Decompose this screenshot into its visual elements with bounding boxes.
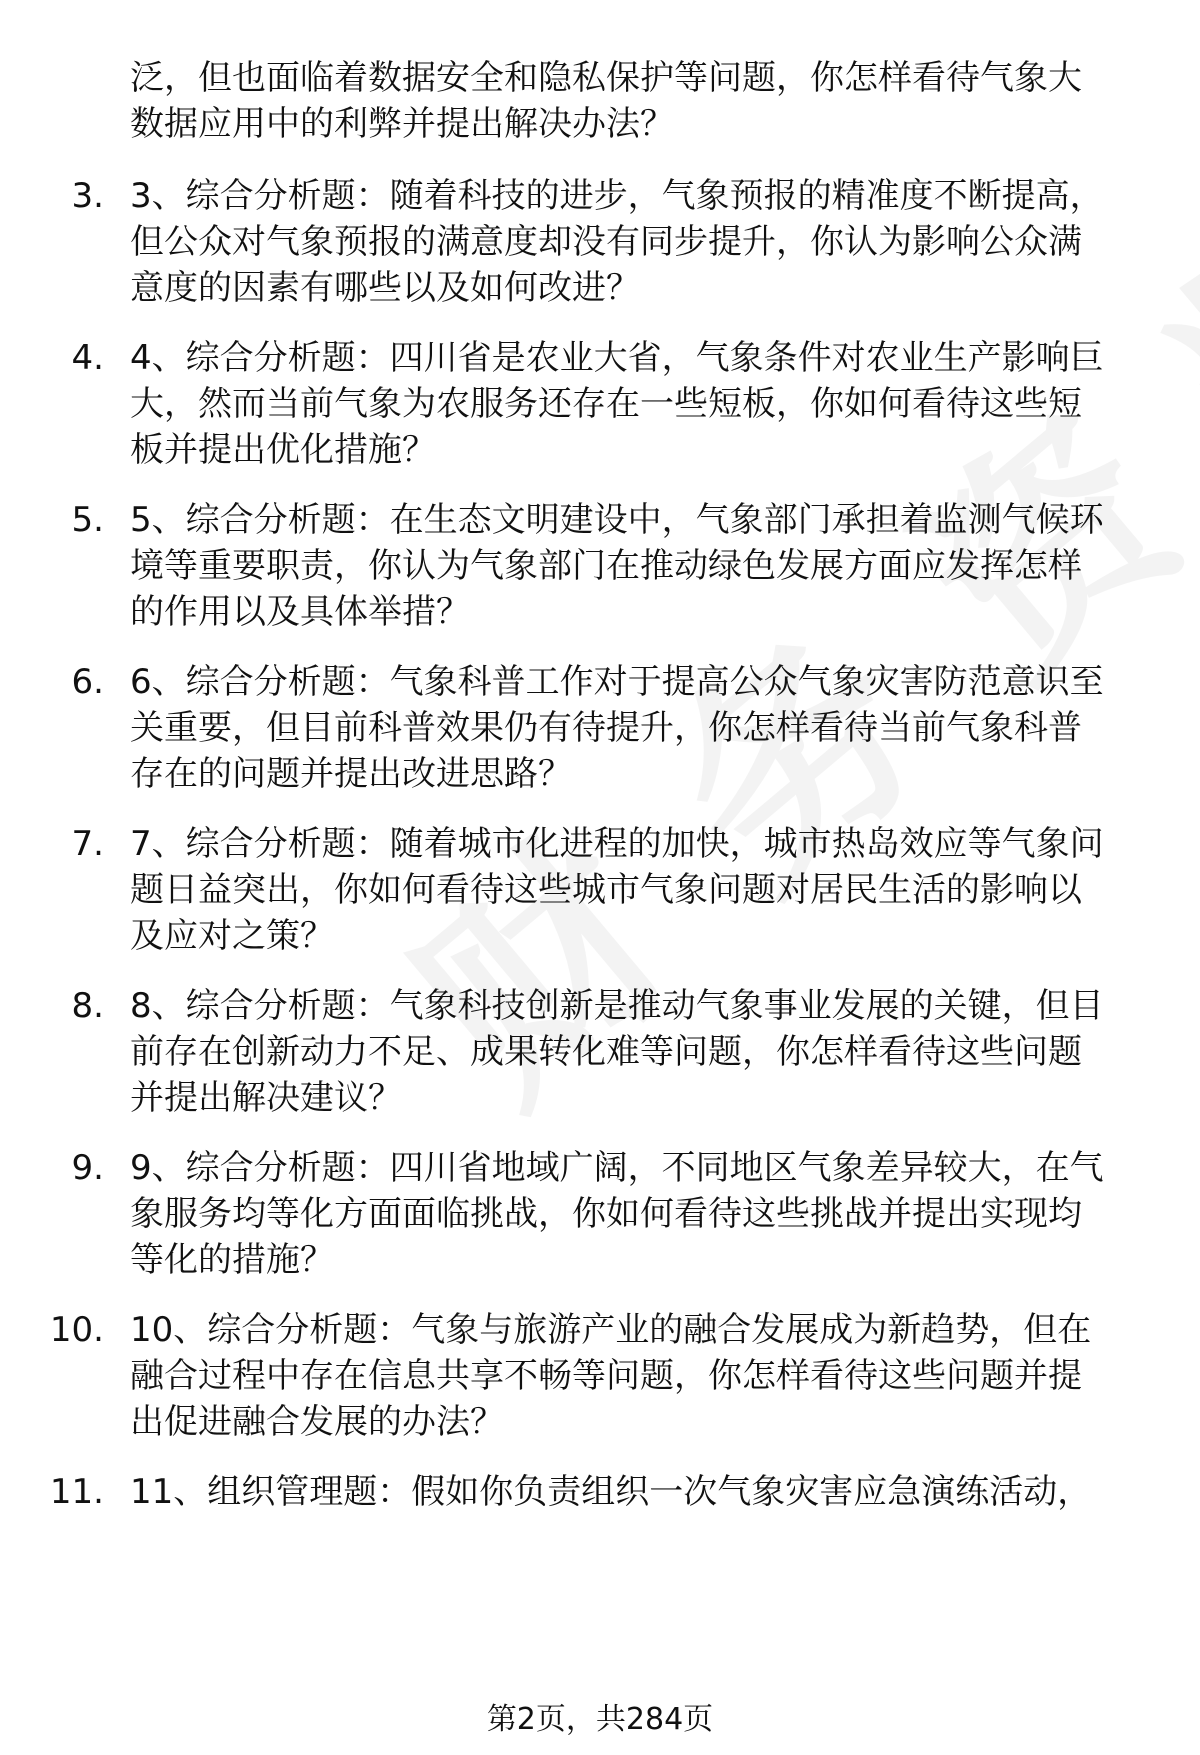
question-line: 8、综合分析题：气象科技创新是推动气象事业发展的关键，但目: [130, 986, 1104, 1026]
question-line: 板并提出优化措施？: [130, 430, 436, 470]
question-line: 题日益突出，你如何看待这些城市气象问题对居民生活的影响以: [130, 870, 1082, 910]
continuation-line: 数据应用中的利弊并提出解决办法？: [130, 104, 674, 144]
question-line: 的作用以及具体举措？: [130, 592, 470, 632]
question-line: 并提出解决建议？: [130, 1078, 402, 1118]
question-line: 象服务均等化方面面临挑战，你如何看待这些挑战并提出实现均: [130, 1194, 1082, 1234]
question-line: 6、综合分析题：气象科普工作对于提高公众气象灾害防范意识至: [130, 662, 1104, 702]
question-number: 5.: [71, 500, 104, 540]
question-number: 10.: [49, 1310, 104, 1350]
question-line: 但公众对气象预报的满意度却没有同步提升，你认为影响公众满: [130, 222, 1082, 262]
question-line: 7、综合分析题：随着城市化进程的加快，城市热岛效应等气象问: [130, 824, 1104, 864]
question-number: 8.: [71, 986, 104, 1026]
question-line: 3、综合分析题：随着科技的进步，气象预报的精准度不断提高，: [130, 176, 1104, 216]
question-number: 7.: [71, 824, 104, 864]
question-line: 5、综合分析题：在生态文明建设中，气象部门承担着监测气候环: [130, 500, 1104, 540]
question-line: 境等重要职责，你认为气象部门在推动绿色发展方面应发挥怎样: [130, 546, 1082, 586]
question-number: 4.: [71, 338, 104, 378]
question-line: 关重要，但目前科普效果仍有待提升，你怎样看待当前气象科普: [130, 708, 1082, 748]
question-line: 及应对之策？: [130, 916, 334, 956]
continuation-line: 泛，但也面临着数据安全和隐私保护等问题，你怎样看待气象大: [130, 58, 1082, 98]
question-line: 10、综合分析题：气象与旅游产业的融合发展成为新趋势，但在: [130, 1310, 1092, 1350]
question-line: 9、综合分析题：四川省地域广阔，不同地区气象差异较大，在气: [130, 1148, 1104, 1188]
question-line: 大，然而当前气象为农服务还存在一些短板，你如何看待这些短: [130, 384, 1082, 424]
question-line: 11、组织管理题：假如你负责组织一次气象灾害应急演练活动，: [130, 1472, 1092, 1512]
question-number: 6.: [71, 662, 104, 702]
question-line: 前存在创新动力不足、成果转化难等问题，你怎样看待这些问题: [130, 1032, 1082, 1072]
question-number: 9.: [71, 1148, 104, 1188]
question-number: 3.: [71, 176, 104, 216]
question-line: 等化的措施？: [130, 1240, 334, 1280]
question-line: 4、综合分析题：四川省是农业大省，气象条件对农业生产影响巨: [130, 338, 1104, 378]
page-footer: 第2页，共284页: [486, 1702, 714, 1737]
question-line: 出促进融合发展的办法？: [130, 1402, 504, 1442]
question-line: 存在的问题并提出改进思路？: [130, 754, 572, 794]
question-number: 11.: [49, 1472, 104, 1512]
question-line: 融合过程中存在信息共享不畅等问题，你怎样看待这些问题并提: [130, 1356, 1082, 1396]
question-line: 意度的因素有哪些以及如何改进？: [130, 268, 640, 308]
